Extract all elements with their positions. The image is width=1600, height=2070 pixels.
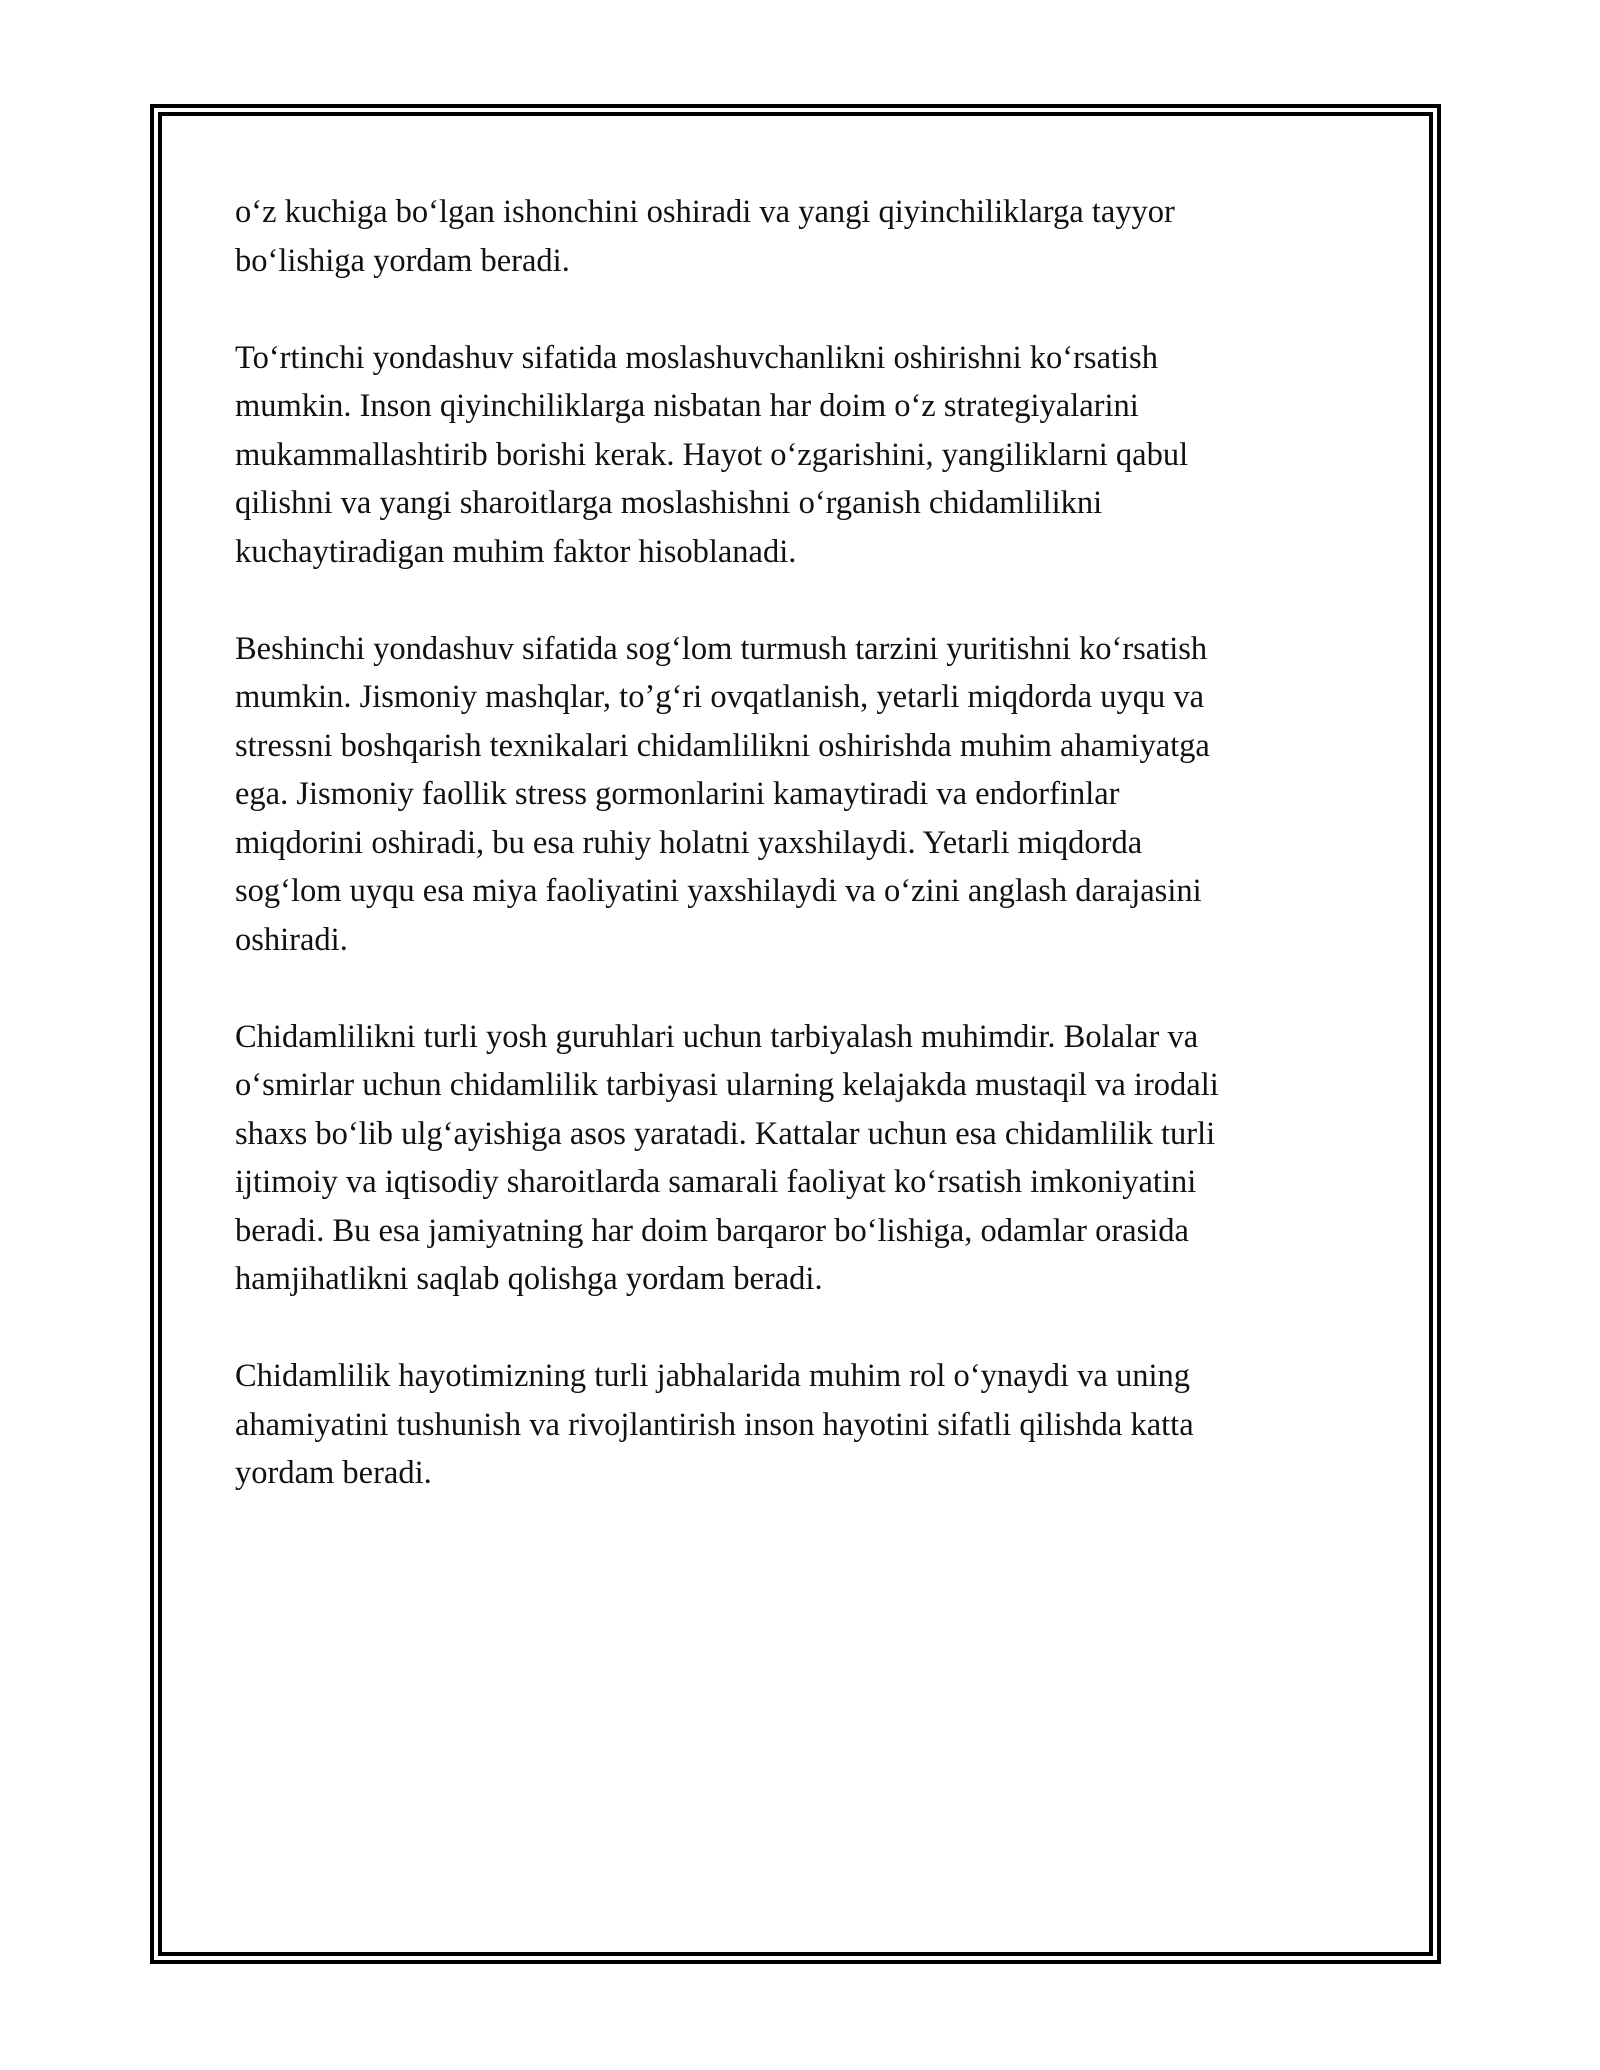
text-line: miqdorini oshiradi, bu esa ruhiy holatni yaxshilaydi. Yetarli miqdorda — [235, 824, 1143, 861]
paragraph — [235, 334, 1360, 577]
text-line: mumkin. Inson qiyinchiliklarga nisbatan har doim oʻz strategiyalarini — [235, 388, 1139, 424]
paragraph — [235, 188, 1360, 285]
paragraph — [235, 625, 1360, 965]
text-line: beradi. Bu esa jamiyatning har doim barqaror boʻlishiga, odamlar orasida — [235, 1212, 1189, 1249]
text-line: stressni boshqarish texnikalari chidamlilikni oshirishda muhim ahamiyatga — [235, 727, 1210, 764]
text-line: oʻz kuchiga boʻlgan ishonchini oshiradi va yangi qiyinchiliklarga tayyor — [235, 194, 1175, 230]
text-line: Toʻrtinchi yondashuv sifatida moslashuvchanlikni oshirishni koʻrsatish — [235, 339, 1158, 376]
text-line: kuchaytiradigan muhim faktor hisoblanadi. — [235, 533, 797, 570]
text-line: shaxs boʻlib ulgʻayishiga asos yaratadi. Kattalar uchun esa chidamlilik turli — [235, 1115, 1216, 1152]
text-line: boʻlishiga yordam beradi. — [235, 242, 570, 279]
document-body — [235, 188, 1360, 1546]
text-line: Chidamlilik hayotimizning turli jabhalarida muhim rol oʻynaydi va uning — [235, 1358, 1190, 1394]
text-line: oʻsmirlar uchun chidamlilik tarbiyasi ularning kelajakda mustaqil va irodali — [235, 1067, 1219, 1103]
text-line: mukammallashtirib borishi kerak. Hayot oʻzgarishini, yangiliklarni qabul — [235, 436, 1189, 473]
text-line: hamjihatlikni saqlab qolishga yordam beradi. — [235, 1261, 823, 1297]
text-line: Chidamlilikni turli yosh guruhlari uchun tarbiyalash muhimdir. Bolalar va — [235, 1018, 1199, 1055]
text-line: mumkin. Jismoniy mashqlar, toʼgʻri ovqatlanish, yetarli miqdorda uyqu va — [235, 679, 1205, 715]
text-line: Beshinchi yondashuv sifatida sogʻlom turmush tarzini yuritishni koʻrsatish — [235, 630, 1208, 667]
text-line: ahamiyatini tushunish va rivojlantirish inson hayotini sifatli qilishda katta — [235, 1406, 1194, 1443]
text-line: sogʻlom uyqu esa miya faoliyatini yaxshilaydi va oʻzini anglash darajasini — [235, 873, 1202, 909]
text-line: oshiradi. — [235, 921, 348, 958]
text-line: ega. Jismoniy faollik stress gormonlarini kamaytiradi va endorfinlar — [235, 776, 1120, 812]
paragraph — [235, 1352, 1360, 1498]
text-line: yordam beradi. — [235, 1455, 432, 1491]
text-line: ijtimoiy va iqtisodiy sharoitlarda samarali faoliyat koʻrsatish imkoniyatini — [235, 1164, 1197, 1200]
text-line: qilishni va yangi sharoitlarga moslashishni oʻrganish chidamlilikni — [235, 485, 1103, 521]
paragraph — [235, 1013, 1360, 1304]
